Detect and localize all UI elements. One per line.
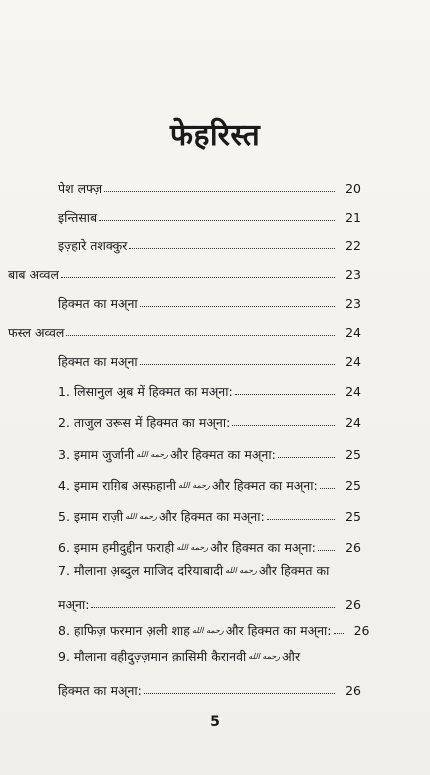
toc-entry-label-part: 6. इमाम हमीदुद्दीन फराही [58,540,175,555]
toc-entry-page: 23 [345,296,361,311]
toc-entry-line [58,648,361,672]
toc-entry-label-part: हिक्मत का मअ्ना: [58,683,142,698]
toc-entry-label [58,478,320,493]
toc-entry-label-part: 3. इमाम जुर्जानी [58,447,135,462]
leader-dots [278,457,335,458]
toc-entry-page: 25 [345,478,361,493]
leader-dots [99,220,335,221]
toc-entry-label: इन्तिसाब [58,210,98,225]
honorific-mark: رحمه الله [136,450,169,459]
toc-entry-page: 24 [345,415,361,430]
toc-entry-page: 23 [345,267,361,282]
toc-entry-page: 24 [345,384,361,399]
leader-dots [91,607,335,608]
leader-dots [232,425,335,426]
leader-dots [144,693,335,694]
toc-entry-label-part: और हिक्मत का मअ्ना: [170,447,276,462]
toc-entry-page: 26 [353,623,370,638]
toc-entry [58,498,361,524]
toc-entry [58,467,361,493]
toc-entry-label [58,509,267,524]
toc-entry-label-part: और हिक्मत का मअ्ना: [158,509,265,524]
toc-entry [58,199,361,225]
toc-entry [58,404,361,430]
toc-entry-label: इज़्हारे तशक्कुर [58,238,128,253]
toc-entry-page: 20 [345,181,361,196]
toc-entry-label-part: और हिक्मत का [258,563,330,578]
toc-entry-page: 22 [345,238,361,253]
toc-entry-label: फस्ल अव्वल [8,325,65,340]
toc-entry-label: हिक्मत का मअ्ना [58,354,138,369]
toc-entry-label [58,623,334,638]
toc-entry-page: 25 [345,447,361,462]
toc-entry-line [58,672,361,698]
toc-entry-page: 26 [345,540,361,555]
leader-dots [104,191,335,192]
honorific-mark: رحمه الله [178,481,210,490]
leader-dots [61,277,335,278]
toc-entry-label-part: और हिक्मत का मअ्ना: [210,540,316,555]
toc-entry-label: 1. लिसानुल अ्रब में हिक्मत का मअ्ना: [58,384,233,399]
leader-dots [320,488,335,489]
leader-dots [267,519,335,520]
toc-entry [58,436,361,462]
toc-entry-label [58,540,318,555]
toc-entry-page: 25 [345,509,361,524]
toc-entry [58,529,361,555]
toc-entry-label: पेश लफ्ज़ [58,181,103,196]
toc-entry [58,612,370,638]
toc-entry-label-part: और [282,649,301,664]
toc-entry-page: 26 [345,597,361,612]
toc-entry-page: 24 [345,354,361,369]
page-number: 5 [210,714,220,730]
toc-entry-section [8,314,361,340]
leader-dots [334,633,344,634]
toc-entry-page: 24 [345,325,361,340]
leader-dots [140,306,335,307]
leader-dots [129,248,335,249]
toc-entry-label-part: 7. मौलाना अ़ब्दुल माजिद दरियाबादी [58,563,224,578]
toc-entry-label-part: 8. हाफिज़ फरमान अ़ली शाह [58,623,190,638]
toc-entry [58,373,361,399]
toc-entry-label: 2. ताजुल उरूस में हिक्मत का मअ्ना: [58,415,231,430]
honorific-mark: رحمه الله [248,652,281,661]
page-title: फेहरिस्त [169,118,261,153]
toc-entry-label-part: मअ्ना: [58,597,90,612]
toc-entry-label-part: 9. मौलाना वहीदुज़्ज़मान क़ासिमी कैरानवी [58,649,247,664]
toc-entry [58,227,361,253]
toc-entry-label-part: और हिक्मत का मअ्ना: [211,478,318,493]
leader-dots [235,394,335,395]
toc-entry-label-part: 4. इमाम राग़िब अस्फ़हानी [58,478,177,493]
toc-entry-page: 26 [345,683,361,698]
leader-dots [318,550,335,551]
toc-entry [58,343,361,369]
leader-dots [66,335,335,336]
toc-entry-multiline [58,648,361,698]
toc-entry [58,170,361,196]
toc-entry-line [58,586,361,612]
toc-entry-label-part: 5. इमाम राज़ी [58,509,124,524]
toc-entry-line [58,562,361,586]
toc-entry-label: हिक्मत का मअ्ना [58,296,138,311]
toc-entry-multiline [58,562,361,612]
leader-dots [140,364,335,365]
toc-entry-chapter [8,256,361,282]
toc-entry-label-part: और हिक्मत का मअ्ना: [225,623,332,638]
honorific-mark: رحمه الله [176,543,209,552]
toc-entry [58,285,361,311]
honorific-mark: رحمه الله [191,626,224,635]
honorific-mark: رحمه الله [225,566,257,575]
toc-entry-page: 21 [345,210,361,225]
honorific-mark: رحمه الله [125,512,157,521]
toc-entry-label [58,447,278,462]
toc-entry-label: बाब अव्वल [8,267,59,282]
